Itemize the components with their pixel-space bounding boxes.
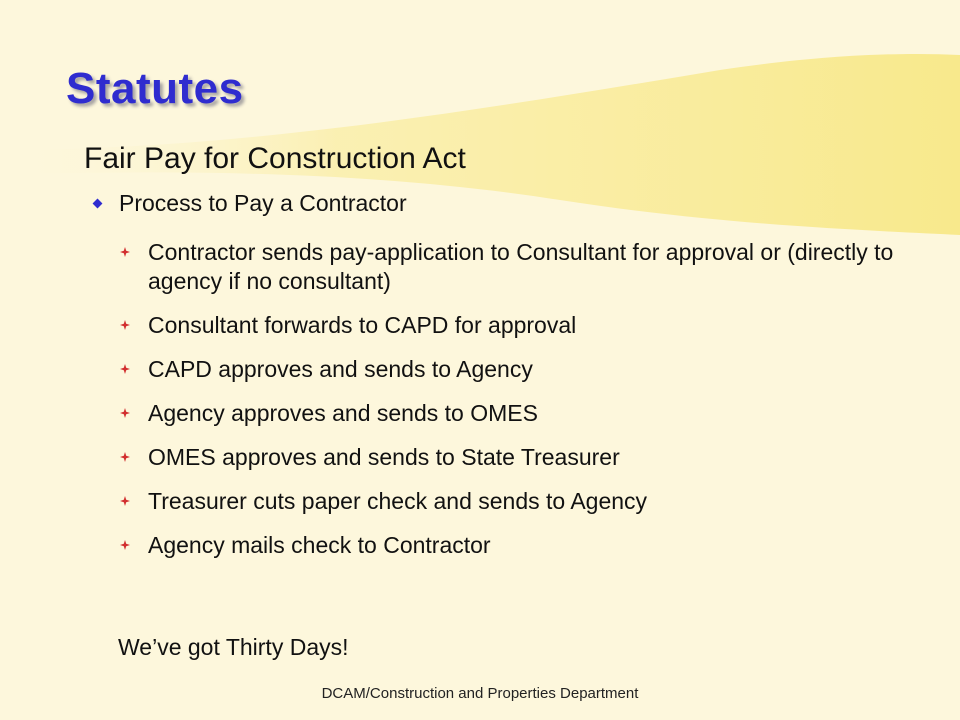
bullet-item: [90, 190, 407, 217]
list-item: [120, 238, 920, 296]
slide-title: Statutes: [66, 64, 244, 113]
list-item: [120, 443, 920, 472]
step-text: Treasurer cuts paper check and sends to Agency: [148, 488, 648, 514]
slide-subtitle: Fair Pay for Construction Act: [84, 142, 466, 175]
step-text: Agency mails check to Contractor: [148, 532, 491, 558]
step-text: Consultant forwards to CAPD for approval: [148, 312, 577, 338]
star-bullet-icon: [120, 238, 148, 260]
list-item: [120, 531, 920, 560]
star-bullet-icon: [120, 311, 148, 333]
step-text: CAPD approves and sends to Agency: [148, 356, 533, 382]
star-bullet-icon: [120, 355, 148, 377]
process-steps-list: [120, 238, 920, 575]
star-bullet-icon: [120, 531, 148, 553]
star-bullet-icon: [120, 399, 148, 421]
bullet-label: Process to Pay a Contractor: [119, 190, 407, 216]
step-text: Agency approves and sends to OMES: [148, 400, 538, 426]
list-item: [120, 487, 920, 516]
star-bullet-icon: [120, 487, 148, 509]
diamond-bullet-icon: [93, 199, 103, 209]
list-item: [120, 355, 920, 384]
list-item: [120, 311, 920, 340]
step-text: OMES approves and sends to State Treasurer: [148, 444, 620, 470]
list-item: [120, 399, 920, 428]
slide-footer: DCAM/Construction and Properties Department: [321, 685, 639, 702]
step-text: Contractor sends pay-application to Consultant for approval or (directly to agency if no consultant): [148, 239, 894, 294]
star-bullet-icon: [120, 443, 148, 465]
closing-note: We’ve got Thirty Days!: [118, 634, 349, 660]
